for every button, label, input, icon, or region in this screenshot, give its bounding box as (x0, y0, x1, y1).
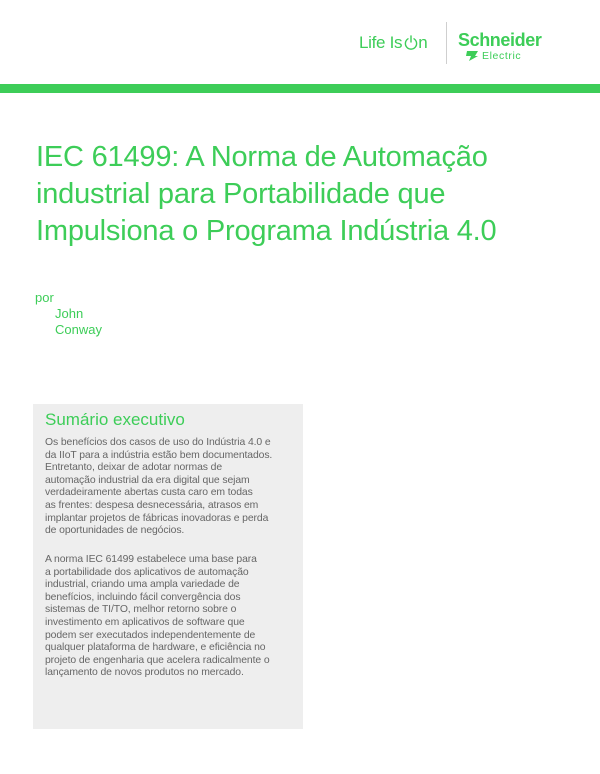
summary-line: a portabilidade dos aplicativos de automação (45, 566, 249, 578)
tagline-suffix: n (418, 33, 428, 52)
summary-line: as frentes: despesa desnecessária, atrasos em (45, 499, 259, 511)
logo-sub: Electric (482, 50, 522, 62)
schneider-electric-logo (458, 30, 568, 64)
title-line: IEC 61499: A Norma de Automação (36, 141, 488, 173)
tagline (359, 33, 427, 53)
summary-line: projeto de engenharia que acelera radicalmente o (45, 654, 270, 666)
summary-line: benefícios, incluindo fácil convergência dos (45, 591, 241, 603)
summary-heading: Sumário executivo (45, 410, 185, 429)
header-accent-bar (0, 84, 600, 93)
logo-name: Schneider (458, 30, 542, 50)
summary-line: lançamento de novos produtos no mercado. (45, 667, 244, 679)
summary-line: de oportunidades de negócios. (45, 525, 185, 537)
summary-line: implantar projetos de fábricas inovadoras e perda (45, 512, 269, 524)
tagline-prefix: Life Is (359, 33, 403, 52)
summary-line: da IIoT para a indústria estão bem documentados. (45, 449, 273, 461)
title-line: industrial para Portabilidade que (36, 178, 446, 210)
summary-line: investimento em aplicativos de software que (45, 616, 245, 628)
author-last-name: Conway (55, 322, 102, 337)
summary-line: industrial, criando uma ampla variedade de (45, 579, 240, 591)
summary-paragraph (45, 437, 303, 538)
logo-divider (446, 22, 447, 64)
executive-summary-box (33, 404, 303, 729)
summary-line: automação industrial da era digital que sejam (45, 474, 250, 486)
summary-line: Entretanto, deixar de adotar normas de (45, 462, 222, 474)
author-first-name: John (55, 306, 84, 321)
summary-paragraph (45, 554, 303, 680)
power-icon (404, 35, 418, 50)
page-header (0, 0, 600, 84)
summary-line: Os benefícios dos casos de uso do Indústria 4.0 e (45, 437, 271, 448)
summary-line: qualquer plataforma de hardware, e eficiência no (45, 642, 266, 654)
summary-line: A norma IEC 61499 estabelece uma base para (45, 554, 257, 565)
summary-line: sistemas de TI/TO, melhor retorno sobre o (45, 604, 237, 616)
author-prefix: por (35, 290, 54, 305)
page-title (36, 139, 576, 250)
summary-line: podem ser executados independentemente de (45, 629, 256, 641)
title-line: Impulsiona o Programa Indústria 4.0 (36, 215, 497, 247)
summary-line: verdadeiramente abertas custa caro em todas (45, 487, 253, 499)
logo-mark-icon (464, 50, 480, 62)
